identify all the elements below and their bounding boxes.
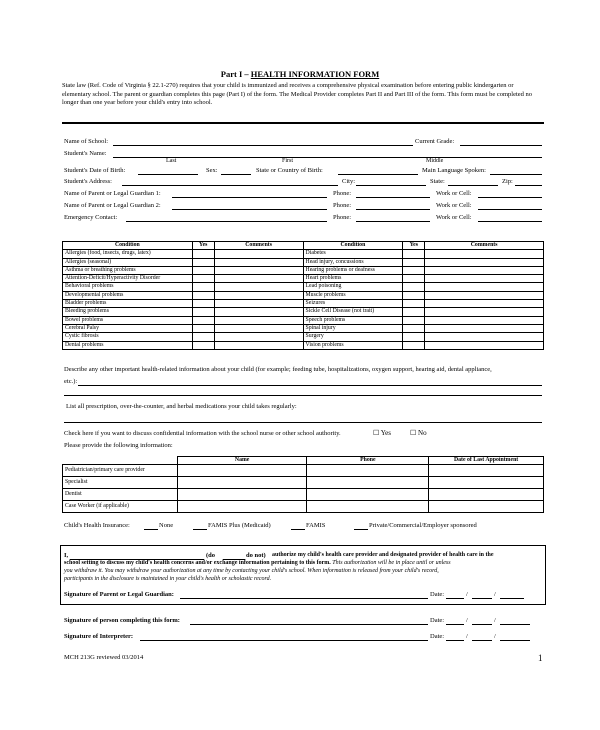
comments-header: Comments — [214, 242, 303, 250]
first-label: First — [282, 158, 294, 164]
yes-header: Yes — [192, 242, 214, 250]
condition-yes-cell[interactable] — [403, 300, 425, 308]
provider-row — [63, 477, 544, 489]
condition-comments-cell[interactable] — [425, 266, 544, 274]
insurance-private: Private/Commercial/Employer sponsored — [369, 522, 477, 529]
condition-yes-cell[interactable] — [403, 341, 425, 349]
condition-name: Sickle Cell Disease (not trait) — [303, 308, 403, 316]
auth-text2: school setting to discuss my child's health concerns and/or exchange information pertaining to this form. — [64, 560, 331, 566]
condition-name: Diabetes — [303, 250, 403, 258]
condition-comments-cell[interactable] — [425, 308, 544, 316]
condition-row — [63, 266, 544, 274]
no-checkbox[interactable]: ☐ No — [410, 429, 427, 437]
condition-yes-cell[interactable] — [403, 316, 425, 324]
intro-text: State law (Ref. Code of Virginia § 22.1-270) requires that your child is immunized and receives a comprehensive physical examination before entering public kindergarten or elementary school. The parent or guardian completes this page (Part I) of the form. The Medical Provider completes Part II and Part III of the form. This form must be completed no longer than one year before your child's entry into school. — [62, 82, 533, 107]
condition-comments-cell[interactable] — [214, 316, 303, 324]
last-label: Last — [166, 158, 177, 164]
providers-header-row — [63, 457, 544, 465]
condition-name: Cerebral Palsy — [63, 324, 193, 332]
provider-name-cell[interactable] — [177, 489, 307, 501]
dob-field[interactable] — [138, 174, 198, 175]
medications-field[interactable] — [64, 422, 542, 423]
interpreter-sig-label: Signature of Interpreter: — [64, 633, 134, 640]
condition-yes-cell[interactable] — [403, 324, 425, 332]
auth-do: (do — [206, 552, 216, 559]
student-name-field[interactable] — [113, 157, 542, 158]
condition-row — [63, 283, 544, 291]
condition-yes-cell[interactable] — [192, 275, 214, 283]
guardian2-phone-field[interactable] — [356, 209, 430, 210]
condition-name: Dental problems — [63, 341, 193, 349]
other-info-field[interactable] — [78, 385, 542, 386]
condition-yes-cell[interactable] — [403, 333, 425, 341]
condition-name: Bowel problems — [63, 316, 193, 324]
condition-comments-cell[interactable] — [214, 250, 303, 258]
school-label: Name of School: — [64, 138, 109, 145]
interpreter-date-year[interactable] — [500, 640, 530, 641]
guardian2-label: Name of Parent or Legal Guardian 2: — [64, 202, 161, 209]
condition-yes-cell[interactable] — [192, 308, 214, 316]
emergency-label: Emergency Contact: — [64, 214, 118, 221]
emergency-work-label: Work or Cell: — [436, 214, 472, 221]
language-field[interactable] — [490, 174, 542, 175]
conditions-header-row — [63, 242, 544, 250]
condition-comments-cell[interactable] — [214, 333, 303, 341]
provider-type: Case Worker (if applicable) — [63, 501, 178, 513]
condition-name: Head injury, concussions — [303, 258, 403, 266]
zip-label: Zip: — [502, 178, 513, 185]
auth-date-label: Date: — [430, 591, 445, 598]
guardian2-work-label: Work or Cell: — [436, 202, 472, 209]
condition-name: Cystic fibrosis — [63, 333, 193, 341]
auth-sig-field[interactable] — [180, 598, 428, 599]
insurance-label: Child's Health Insurance: — [64, 522, 130, 529]
condition-name: Spinal injury — [303, 324, 403, 332]
emergency-phone-label: Phone: — [333, 214, 352, 221]
language-label: Main Language Spoken: — [422, 167, 486, 174]
provider-type: Dentist — [63, 489, 178, 501]
condition-name: Bleeding problems — [63, 308, 193, 316]
condition-yes-cell[interactable] — [403, 283, 425, 291]
dob-label: Student's Date of Birth: — [64, 167, 126, 174]
auth-text4: participants in the disclosure is maintained in your child's health or scholastic record. — [64, 576, 272, 582]
auth-date-slash: / — [466, 591, 468, 598]
condition-row — [63, 308, 544, 316]
guardian2-work-field[interactable] — [478, 209, 542, 210]
emergency-work-field[interactable] — [478, 221, 542, 222]
person-date-slash: / — [466, 617, 468, 624]
provide-label: Please provide the following information: — [64, 442, 173, 449]
condition-yes-cell[interactable] — [192, 266, 214, 274]
condition-comments-cell[interactable] — [214, 308, 303, 316]
other-info-label: Describe any other important health-related information about your child (for example; feeding tube, hospitalizations, oxygen support, hearing aid, dental appliance, — [64, 366, 492, 373]
person-date-label: Date: — [430, 617, 445, 624]
provider-appointment-cell[interactable] — [429, 477, 544, 489]
condition-comments-cell[interactable] — [214, 283, 303, 291]
condition-yes-cell[interactable] — [192, 324, 214, 332]
person-date-month[interactable] — [446, 624, 464, 625]
auth-text3: you withdraw it. You may withdraw your authorization at any time by contacting your child's school. When information is released from your child's record, — [64, 568, 439, 574]
condition-name: Hearing problems or deafness — [303, 266, 403, 274]
condition-comments-cell[interactable] — [214, 341, 303, 349]
appointment-header: Date of Last Appointment — [429, 457, 544, 465]
insurance-famis-plus: FAMIS Plus (Medicaid) — [208, 522, 271, 529]
interpreter-date-month[interactable] — [446, 640, 464, 641]
condition-name: Asthma or breathing problems — [63, 266, 193, 274]
form-code: MCH 213G reviewed 03/2014 — [64, 654, 144, 661]
auth-i: I, — [64, 552, 69, 559]
condition-row — [63, 341, 544, 349]
interpreter-date-slash: / — [466, 633, 468, 640]
guardian1-work-label: Work or Cell: — [436, 190, 472, 197]
condition-comments-cell[interactable] — [425, 283, 544, 291]
condition-yes-cell[interactable] — [192, 316, 214, 324]
condition-row — [63, 324, 544, 332]
auth-date-year[interactable] — [500, 598, 524, 599]
condition-comments-cell[interactable] — [214, 275, 303, 283]
providers-blank-header — [63, 457, 178, 465]
person-date-year[interactable] — [500, 624, 530, 625]
condition-comments-cell[interactable] — [214, 258, 303, 266]
condition-comments-cell[interactable] — [425, 333, 544, 341]
condition-yes-cell[interactable] — [192, 283, 214, 291]
confidential-label: Check here if you want to discuss confidential information with the school nurse or other school authority. — [64, 430, 341, 437]
auth-date-month[interactable] — [446, 598, 464, 599]
condition-row — [63, 291, 544, 299]
state-label: State: — [430, 178, 445, 185]
insurance-famis-plus-blank[interactable] — [193, 529, 207, 530]
interpreter-sig-field[interactable] — [140, 640, 428, 641]
condition-comments-cell[interactable] — [425, 341, 544, 349]
condition-row — [63, 300, 544, 308]
guardian2-field[interactable] — [172, 209, 327, 210]
condition-name: Bladder problems — [63, 300, 193, 308]
condition-comments-cell[interactable] — [425, 250, 544, 258]
provider-type: Pediatrician/primary care provider — [63, 465, 178, 477]
condition-row — [63, 333, 544, 341]
condition-comments-cell[interactable] — [425, 275, 544, 283]
provider-row — [63, 465, 544, 477]
providers-table — [62, 456, 544, 513]
condition-comments-cell[interactable] — [214, 266, 303, 274]
provider-phone-cell[interactable] — [307, 489, 429, 501]
provider-name-cell[interactable] — [177, 477, 307, 489]
emergency-phone-field[interactable] — [356, 221, 430, 222]
auth-text2b: This authorization will be in place until or unless — [332, 560, 451, 566]
condition-yes-cell[interactable] — [192, 333, 214, 341]
condition-name: Allergies (seasonal) — [63, 258, 193, 266]
city-label: City: — [342, 178, 356, 185]
provider-name-cell[interactable] — [177, 501, 307, 513]
person-date-slash: / — [494, 617, 496, 624]
sex-field[interactable] — [221, 174, 251, 175]
zip-field[interactable] — [515, 185, 542, 186]
insurance-none: None — [159, 522, 174, 529]
divider — [62, 122, 544, 124]
condition-comments-cell[interactable] — [425, 324, 544, 332]
condition-yes-cell[interactable] — [403, 275, 425, 283]
guardian1-phone-label: Phone: — [333, 190, 352, 197]
interpreter-date-day[interactable] — [472, 640, 492, 641]
sex-label: Sex: — [206, 167, 218, 174]
provider-appointment-cell[interactable] — [429, 501, 544, 513]
middle-label: Middle — [426, 158, 444, 164]
person-date-day[interactable] — [472, 624, 492, 625]
condition-name: Behavioral problems — [63, 283, 193, 291]
condition-row — [63, 258, 544, 266]
etc-label: etc.): — [64, 378, 78, 385]
provider-appointment-cell[interactable] — [429, 465, 544, 477]
condition-comments-cell[interactable] — [214, 324, 303, 332]
guardian1-work-field[interactable] — [478, 197, 542, 198]
condition-row — [63, 275, 544, 283]
insurance-private-blank[interactable] — [354, 529, 368, 530]
address-field[interactable] — [122, 185, 338, 186]
condition-header: Condition — [63, 242, 193, 250]
city-field[interactable] — [356, 185, 426, 186]
auth-date-day[interactable] — [472, 598, 492, 599]
condition-name: Lead poisoning — [303, 283, 403, 291]
condition-yes-cell[interactable] — [192, 258, 214, 266]
interpreter-date-slash: / — [494, 633, 496, 640]
condition-yes-cell[interactable] — [403, 291, 425, 299]
guardian1-phone-field[interactable] — [356, 197, 430, 198]
insurance-none-blank[interactable] — [144, 529, 158, 530]
provider-phone-cell[interactable] — [307, 477, 429, 489]
condition-yes-cell[interactable] — [192, 300, 214, 308]
condition-name: Vision problems — [303, 341, 403, 349]
condition-name: Muscle problems — [303, 291, 403, 299]
condition-row — [63, 316, 544, 324]
yes-label: Yes — [380, 429, 391, 437]
address-label: Student's Address: — [64, 178, 112, 185]
provider-appointment-cell[interactable] — [429, 489, 544, 501]
auth-sig-label: Signature of Parent or Legal Guardian: — [64, 591, 174, 598]
condition-yes-cell[interactable] — [403, 250, 425, 258]
phone-header: Phone — [307, 457, 429, 465]
condition-comments-cell[interactable] — [214, 291, 303, 299]
condition-name: Attention-Deficit/Hyperactivity Disorder — [63, 275, 193, 283]
interpreter-date-label: Date: — [430, 633, 445, 640]
insurance-famis: FAMIS — [306, 522, 326, 529]
form-title: Part I – HEALTH INFORMATION FORM — [220, 69, 380, 79]
provider-row — [63, 489, 544, 501]
provider-type: Specialist — [63, 477, 178, 489]
medications-label: List all prescription, over-the-counter, and herbal medications your child takes regularly: — [66, 403, 297, 410]
no-label: No — [418, 429, 427, 437]
condition-yes-cell[interactable] — [192, 341, 214, 349]
condition-comments-cell[interactable] — [214, 300, 303, 308]
state-birth-field[interactable] — [338, 174, 418, 175]
name-header: Name — [177, 457, 307, 465]
condition-comments-cell[interactable] — [425, 258, 544, 266]
state-birth-label: State or Country of Birth: — [256, 167, 323, 174]
auth-date-slash: / — [494, 591, 496, 598]
condition-name: Speech problems — [303, 316, 403, 324]
condition-name: Developmental problems — [63, 291, 193, 299]
school-field[interactable] — [113, 145, 413, 146]
guardian1-field[interactable] — [172, 197, 327, 198]
condition-yes-cell[interactable] — [403, 266, 425, 274]
yes-checkbox[interactable]: ☐ Yes — [373, 429, 391, 437]
condition-comments-cell[interactable] — [425, 291, 544, 299]
condition-yes-cell[interactable] — [403, 308, 425, 316]
condition-header: Condition — [303, 242, 403, 250]
other-info-field-line2[interactable] — [64, 395, 542, 396]
provider-phone-cell[interactable] — [307, 465, 429, 477]
provider-phone-cell[interactable] — [307, 501, 429, 513]
condition-comments-cell[interactable] — [425, 300, 544, 308]
condition-yes-cell[interactable] — [192, 250, 214, 258]
auth-donot: do not) — [246, 552, 266, 559]
condition-name: Heart problems — [303, 275, 403, 283]
condition-yes-cell[interactable] — [403, 258, 425, 266]
condition-name: Surgery — [303, 333, 403, 341]
condition-comments-cell[interactable] — [425, 316, 544, 324]
auth-text1: authorize my child's health care provider and designated provider of health care in the — [272, 552, 494, 558]
grade-field[interactable] — [460, 145, 542, 146]
state-field[interactable] — [448, 185, 498, 186]
guardian1-label: Name of Parent or Legal Guardian 1: — [64, 190, 161, 197]
yes-header: Yes — [403, 242, 425, 250]
page-number: 1 — [538, 653, 543, 663]
guardian2-phone-label: Phone: — [333, 202, 352, 209]
condition-yes-cell[interactable] — [192, 291, 214, 299]
person-sig-field[interactable] — [190, 624, 428, 625]
insurance-famis-blank[interactable] — [291, 529, 305, 530]
conditions-table — [62, 241, 544, 350]
emergency-field[interactable] — [126, 221, 327, 222]
provider-name-cell[interactable] — [177, 465, 307, 477]
condition-row — [63, 250, 544, 258]
student-name-label: Student's Name: — [64, 150, 107, 157]
condition-name: Seizures — [303, 300, 403, 308]
provider-row — [63, 501, 544, 513]
comments-header: Comments — [425, 242, 544, 250]
grade-label: Current Grade: — [415, 138, 455, 145]
person-sig-label: Signature of person completing this form: — [64, 617, 180, 624]
condition-name: Allergies (food, insects, drugs, latex) — [63, 250, 193, 258]
